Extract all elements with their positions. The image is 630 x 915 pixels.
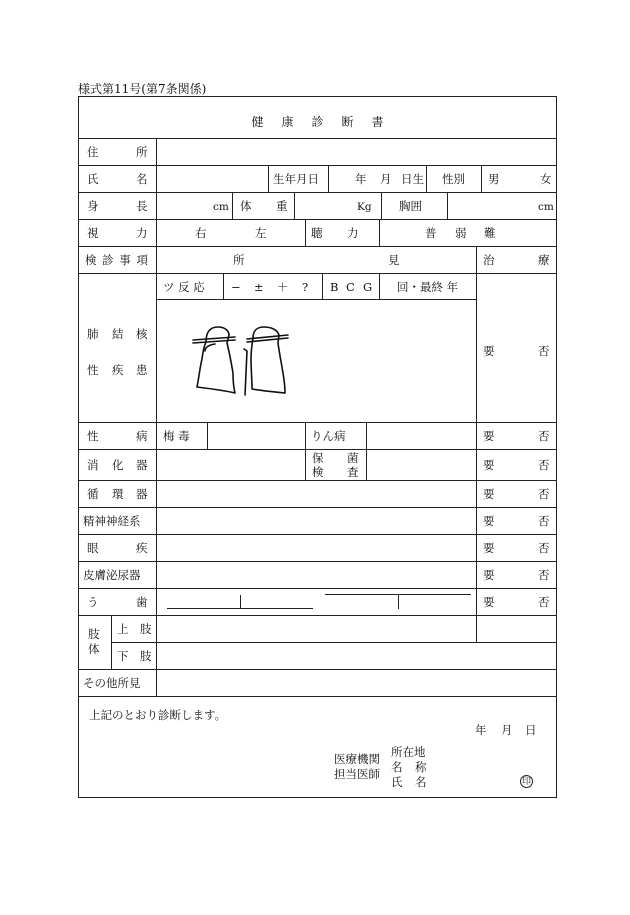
rule — [207, 422, 208, 449]
digestive-notneed: 否 — [538, 458, 550, 472]
rule — [366, 449, 367, 480]
tb-label: 肺 — [87, 327, 99, 341]
tb-label: 疾 — [112, 363, 124, 377]
neuro-notneed: 否 — [538, 514, 550, 528]
chest-unit: cm — [538, 201, 554, 213]
lower-limb-label: 下 — [117, 649, 129, 663]
tuberculin-unknown: ? — [302, 280, 309, 294]
birthdate-label: 生年月日 — [273, 172, 319, 186]
rule — [79, 561, 556, 562]
physician-name-label: 氏 — [391, 775, 403, 789]
seal-mark: 印 — [521, 777, 531, 787]
carrier-test-label: 保 — [312, 451, 324, 465]
rule — [294, 192, 295, 219]
address-label: 所 — [136, 145, 148, 159]
certification-statement: 上記のとおり診断します。 — [89, 708, 227, 722]
rule — [79, 422, 556, 423]
institution-name-label: 名 — [391, 760, 403, 774]
rule — [305, 449, 306, 480]
vision-label: 視 — [87, 226, 99, 240]
gonorrhea-label: りん病 — [311, 429, 346, 443]
rule — [79, 219, 556, 220]
exam-items-header: 検 診 事 項 — [85, 253, 149, 267]
std-label: 病 — [136, 429, 148, 443]
tb-label: 性 — [87, 363, 99, 377]
hearing-label: 聴 — [311, 226, 323, 240]
tb-label: 結 — [112, 327, 124, 341]
birth-year-label: 年 — [355, 172, 367, 186]
rule — [268, 165, 269, 192]
skin-notneed: 否 — [538, 568, 550, 582]
limbs-label: 肢 — [88, 627, 100, 641]
rule — [79, 273, 556, 274]
form-number: 様式第11号(第7条関係) — [78, 82, 207, 96]
bcg-label: G — [363, 280, 373, 294]
tuberculin-label: ツ 反 応 — [163, 280, 205, 294]
sex-female-option: 女 — [540, 172, 552, 186]
issue-day-label: 日 — [525, 723, 537, 737]
tuberculin-minus: − — [231, 280, 241, 294]
rule — [79, 615, 556, 616]
digestive-need: 要 — [483, 458, 495, 472]
issue-year-label: 年 — [475, 723, 487, 737]
health-certificate-form — [78, 96, 557, 798]
digestive-label: 器 — [136, 458, 148, 472]
limbs-label: 体 — [88, 642, 100, 656]
vision-left: 左 — [255, 226, 267, 240]
lower-limb-label: 肢 — [140, 649, 152, 663]
tb-need-label: 要 — [483, 344, 495, 358]
rule — [79, 449, 556, 450]
weight-label: 重 — [276, 199, 288, 213]
eye-notneed: 否 — [538, 541, 550, 555]
std-need: 要 — [483, 429, 495, 443]
rule — [232, 192, 233, 219]
form-title: 健 康 診 断 書 — [251, 115, 384, 129]
circulatory-label: 環 — [112, 487, 124, 501]
std-label: 性 — [87, 429, 99, 443]
carrier-test-label: 菌 — [347, 451, 359, 465]
rule — [156, 138, 157, 696]
syphilis-label: 梅 毒 — [163, 429, 190, 443]
neuro-need: 要 — [483, 514, 495, 528]
skin-need: 要 — [483, 568, 495, 582]
findings-header: 見 — [388, 253, 400, 267]
eye-label: 疾 — [136, 541, 148, 555]
sex-label: 性別 — [442, 172, 465, 186]
vision-right: 右 — [195, 226, 207, 240]
digestive-label: 消 — [87, 458, 99, 472]
circulatory-notneed: 否 — [538, 487, 550, 501]
location-label: 所在地 — [391, 745, 426, 759]
hearing-label: 力 — [347, 226, 359, 240]
rule — [111, 642, 556, 643]
hearing-difficult: 難 — [484, 226, 496, 240]
dental-chart-lower-line — [167, 608, 313, 609]
hearing-weak: 弱 — [455, 226, 467, 240]
rule — [381, 192, 382, 219]
rule — [481, 165, 482, 192]
other-findings-label: その他所見 — [83, 676, 141, 690]
vision-label: 力 — [136, 226, 148, 240]
sex-male-option: 男 — [488, 172, 500, 186]
rule — [79, 246, 556, 247]
rule — [111, 615, 112, 669]
digestive-label: 化 — [112, 458, 124, 472]
rule — [305, 219, 306, 246]
rule — [79, 192, 556, 193]
rule — [379, 219, 380, 246]
rule — [322, 273, 323, 299]
findings-header: 所 — [233, 253, 245, 267]
teeth-label: 歯 — [136, 595, 148, 609]
circulatory-label: 循 — [87, 487, 99, 501]
neuro-label: 精神神経系 — [83, 514, 141, 528]
rule — [426, 165, 427, 192]
rule — [156, 299, 476, 300]
birth-month-label: 月 — [380, 172, 392, 186]
eye-label: 眼 — [87, 541, 99, 555]
circulatory-need: 要 — [483, 487, 495, 501]
hearing-normal: 普 — [425, 226, 437, 240]
rule — [305, 422, 306, 449]
physician-name-label: 名 — [415, 775, 427, 789]
circulatory-label: 器 — [136, 487, 148, 501]
weight-label: 体 — [240, 199, 252, 213]
tb-label: 患 — [136, 363, 148, 377]
tuberculin-plusminus: ± — [254, 280, 264, 294]
rule — [79, 480, 556, 481]
bcg-label: B — [330, 280, 339, 294]
upper-limb-label: 上 — [117, 622, 129, 636]
bcg-label: C — [346, 280, 355, 294]
rule — [379, 273, 380, 299]
attending-physician-label: 担当医師 — [334, 767, 380, 781]
upper-limb-label: 肢 — [140, 622, 152, 636]
teeth-need: 要 — [483, 595, 495, 609]
treatment-header: 治 — [483, 253, 495, 267]
rule — [79, 696, 556, 697]
rule — [79, 165, 556, 166]
bcg-times-last: 回・最終 年 — [397, 280, 459, 294]
teeth-notneed: 否 — [538, 595, 550, 609]
name-label: 名 — [136, 172, 148, 186]
medical-institution-label: 医療機関 — [334, 752, 380, 766]
name-label: 氏 — [87, 172, 99, 186]
teeth-label: う — [87, 595, 99, 609]
rule — [328, 165, 329, 192]
chest-label: 胸囲 — [399, 199, 422, 213]
treatment-header: 療 — [538, 253, 550, 267]
dental-chart-divider — [240, 595, 241, 608]
std-notneed: 否 — [538, 429, 550, 443]
tb-notneed-label: 否 — [538, 344, 550, 358]
rule — [223, 273, 224, 299]
carrier-test-label: 検 — [312, 465, 324, 479]
rule — [447, 192, 448, 219]
institution-name-label: 称 — [415, 760, 427, 774]
birth-day-label: 日生 — [401, 172, 424, 186]
address-label: 住 — [87, 145, 99, 159]
rule — [476, 246, 477, 642]
rule — [79, 669, 556, 670]
rule — [79, 534, 556, 535]
dental-chart-divider — [398, 594, 399, 609]
eye-need: 要 — [483, 541, 495, 555]
rule — [79, 507, 556, 508]
tb-label: 核 — [136, 327, 148, 341]
height-label: 長 — [136, 199, 148, 213]
weight-unit: Kg — [357, 201, 372, 213]
issue-month-label: 月 — [501, 723, 513, 737]
rule — [79, 588, 556, 589]
rule — [79, 138, 556, 139]
lung-diagram — [189, 321, 299, 403]
height-label: 身 — [87, 199, 99, 213]
skin-urinary-label: 皮膚泌尿器 — [83, 568, 141, 582]
rule — [366, 422, 367, 449]
height-unit: cm — [213, 201, 229, 213]
carrier-test-label: 査 — [347, 465, 359, 479]
tuberculin-plus: ＋ — [277, 280, 289, 294]
